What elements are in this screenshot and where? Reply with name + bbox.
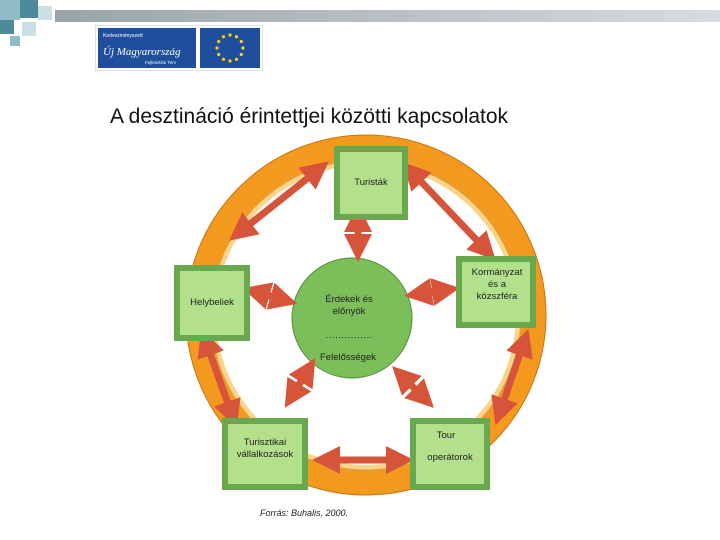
- node-tour-operators-line2: operátorok: [427, 452, 473, 463]
- svg-text:Kedvezményezett: Kedvezményezett: [103, 33, 143, 39]
- node-locals: Helybeliek: [190, 297, 234, 308]
- node-tourists: Turisták: [354, 177, 388, 188]
- page-title: A desztináció érintettjei közötti kapcsolatok: [110, 105, 509, 128]
- center-responsibilities: Felelősségek: [320, 352, 376, 363]
- center-dots: ……………: [325, 330, 373, 341]
- node-tour-operators-line1: Tour: [436, 430, 456, 441]
- node-tourism-businesses: Turisztikai vállalkozások: [236, 437, 294, 460]
- svg-text:Új Magyarország: Új Magyarország: [103, 46, 181, 58]
- center-interests: Érdekek és előnyök: [325, 294, 373, 317]
- source-note: Forrás: Buhalis, 2000.: [260, 508, 349, 518]
- svg-text:Fejlesztési Terv: Fejlesztési Terv: [145, 60, 176, 65]
- node-government: Kormányzat és a közszféra: [471, 267, 523, 302]
- inner-arrow-right: [418, 290, 446, 294]
